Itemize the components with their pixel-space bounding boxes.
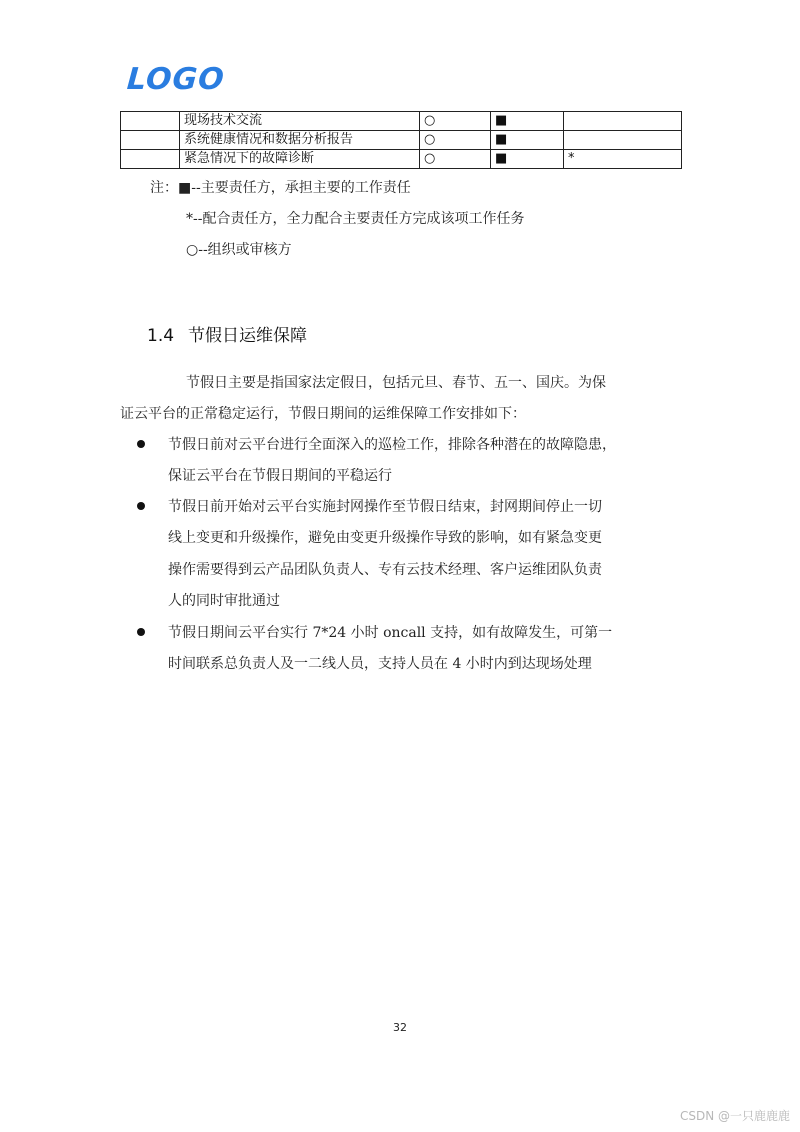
legend-note-support: *--配合责任方，全力配合主要责任方完成该项工作任务 — [186, 211, 525, 227]
section-title: 节假日运维保障 — [188, 326, 308, 346]
source-watermark: CSDN @一只鹿鹿鹿 — [679, 1109, 790, 1123]
bullet-line: 时间联系总负责人及一二线人员，支持人员在 4 小时内到达现场处理 — [168, 656, 592, 672]
bullet-icon — [137, 628, 145, 636]
support-cell — [564, 131, 682, 150]
support-cell: * — [564, 150, 682, 169]
table-row — [121, 131, 682, 150]
table-row — [121, 112, 682, 131]
main-responsible-cell: ■ — [491, 112, 564, 131]
support-cell — [564, 112, 682, 131]
bullet-line: 保证云平台在节假日期间的平稳运行 — [168, 468, 392, 484]
table-cell — [121, 131, 180, 150]
organizer-cell: ○ — [420, 150, 491, 169]
section-heading — [147, 321, 307, 346]
task-cell: 现场技术交流 — [180, 112, 420, 131]
table-cell — [121, 112, 180, 131]
table-cell — [121, 150, 180, 169]
company-logo: LOGO — [125, 62, 226, 97]
intro-paragraph-line: 节假日主要是指国家法定假日，包括元旦、春节、五一、国庆。为保 — [186, 375, 606, 391]
main-responsible-cell: ■ — [491, 131, 564, 150]
bullet-line: 节假日期间云平台实行 7*24 小时 oncall 支持，如有故障发生，可第一 — [168, 625, 613, 641]
responsibility-table — [120, 111, 682, 169]
bullet-line: 节假日前对云平台进行全面深入的巡检工作，排除各种潜在的故障隐患， — [168, 437, 616, 453]
task-cell: 紧急情况下的故障诊断 — [180, 150, 420, 169]
legend-note-main: 注：■--主要责任方，承担主要的工作责任 — [150, 180, 411, 196]
bullet-line: 节假日前开始对云平台实施封网操作至节假日结束，封网期间停止一切 — [168, 499, 602, 515]
table-row — [121, 150, 682, 169]
bullet-line: 人的同时审批通过 — [168, 593, 280, 609]
bullet-line: 线上变更和升级操作，避免由变更升级操作导致的影响，如有紧急变更 — [168, 530, 602, 546]
bullet-icon — [137, 502, 145, 510]
task-cell: 系统健康情况和数据分析报告 — [180, 131, 420, 150]
section-number: 1.4 — [147, 326, 175, 346]
main-responsible-cell: ■ — [491, 150, 564, 169]
bullet-icon — [137, 440, 145, 448]
legend-note-organizer: ○--组织或审核方 — [186, 242, 292, 258]
organizer-cell: ○ — [420, 112, 491, 131]
organizer-cell: ○ — [420, 131, 491, 150]
intro-paragraph-line: 证云平台的正常稳定运行，节假日期间的运维保障工作安排如下： — [120, 406, 526, 422]
page-number: 32 — [393, 1021, 407, 1034]
bullet-line: 操作需要得到云产品团队负责人、专有云技术经理、客户运维团队负责 — [168, 562, 602, 578]
